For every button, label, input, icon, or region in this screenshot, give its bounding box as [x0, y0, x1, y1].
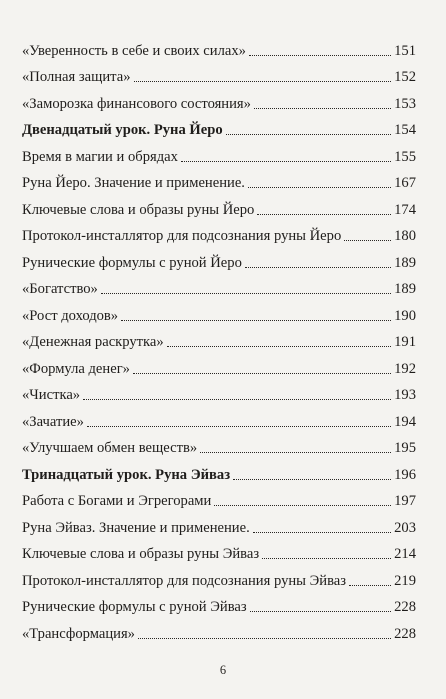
toc-entry — [22, 484, 416, 511]
dot-leader — [87, 426, 391, 427]
toc-entry-page-number: 189 — [394, 254, 416, 271]
dot-leader — [200, 452, 391, 453]
toc-entry-title: Руна Эйваз. Значение и применение. — [22, 519, 250, 536]
toc-entry-page-number: 196 — [394, 466, 416, 483]
dot-leader — [181, 161, 391, 162]
toc-entry-title: «Полная защита» — [22, 69, 131, 85]
toc-entry — [22, 616, 416, 643]
toc-entry-page-number: 192 — [394, 360, 416, 377]
toc-entry — [22, 431, 416, 458]
dot-leader — [233, 479, 391, 480]
toc-entry — [22, 378, 416, 405]
dot-leader — [138, 638, 391, 639]
toc-entry-title: «Денежная раскрутка» — [22, 334, 164, 350]
toc-entry — [22, 563, 416, 590]
toc-entry — [22, 166, 416, 193]
dot-leader — [349, 585, 391, 586]
toc-entry — [22, 192, 416, 219]
toc-entry — [22, 351, 416, 378]
toc-entry-title: Протокол-инсталлятор для подсознания руны Эйваз — [22, 572, 347, 589]
toc-entry-page-number: 151 — [394, 42, 416, 59]
toc-entry-title: «Чистка» — [22, 387, 81, 403]
toc-entry-page-number: 153 — [394, 95, 416, 112]
toc-entry-page-number: 180 — [394, 228, 416, 244]
toc-entry-page-number: 193 — [394, 387, 416, 403]
toc-entry — [22, 219, 416, 246]
toc-entry-page-number: 197 — [394, 493, 416, 509]
toc-entry-page-number: 167 — [394, 175, 416, 191]
toc-entry-title: «Зачатие» — [22, 413, 84, 430]
dot-leader — [250, 611, 391, 612]
toc-entry-title: Рунические формулы с руной Йеро — [22, 254, 242, 271]
dot-leader — [253, 532, 391, 533]
toc-entry-title: Время в магии и обрядах — [22, 148, 178, 165]
toc-entry-page-number: 228 — [394, 599, 416, 615]
dot-leader — [249, 55, 391, 56]
toc-chapter-heading — [22, 113, 416, 140]
dot-leader — [133, 373, 391, 374]
page-number: 6 — [219, 663, 227, 677]
toc-entry-page-number: 194 — [394, 413, 416, 430]
toc-entry-title: Рунические формулы с руной Эйваз — [22, 599, 247, 615]
dot-leader — [226, 134, 391, 135]
toc-entry-title: «Заморозка финансового состояния» — [22, 95, 251, 112]
toc-entry — [22, 510, 416, 537]
toc-entry-title: «Улучшаем обмен веществ» — [22, 440, 198, 456]
toc-entry — [22, 86, 416, 113]
dot-leader — [121, 320, 391, 321]
dot-leader — [245, 267, 391, 268]
toc-entry-page-number: 203 — [394, 519, 416, 536]
toc-entry-title: Работа с Богами и Эгрегорами — [22, 493, 212, 509]
toc-entry-page-number: 152 — [394, 69, 416, 85]
toc-entry — [22, 298, 416, 325]
toc-entry — [22, 245, 416, 272]
toc-entry-page-number: 219 — [394, 572, 416, 589]
toc-entry — [22, 325, 416, 352]
toc-entry-page-number: 155 — [394, 148, 416, 165]
toc-entry — [22, 139, 416, 166]
toc-entry-title: Руна Йеро. Значение и применение. — [22, 175, 245, 191]
toc-entry-title: Двенадцатый урок. Руна Йеро — [22, 122, 223, 138]
dot-leader — [214, 505, 391, 506]
dot-leader — [254, 108, 391, 109]
toc-entry-title: «Трансформация» — [22, 625, 135, 642]
toc-entry-title: Тринадцатый урок. Руна Эйваз — [22, 466, 231, 483]
toc-entry — [22, 60, 416, 87]
toc-entry — [22, 590, 416, 617]
dot-leader — [83, 399, 391, 400]
toc-entry-page-number: 191 — [394, 334, 416, 350]
toc-entry — [22, 537, 416, 564]
toc-entry-page-number: 228 — [394, 625, 416, 642]
toc-entry — [22, 33, 416, 60]
toc-entry-title: «Богатство» — [22, 281, 98, 297]
table-of-contents — [22, 33, 416, 643]
toc-entry-title: «Формула денег» — [22, 360, 130, 377]
toc-entry-title: Протокол-инсталлятор для подсознания руны Йеро — [22, 228, 342, 244]
dot-leader — [257, 214, 391, 215]
toc-entry — [22, 272, 416, 299]
dot-leader — [248, 187, 391, 188]
toc-entry-page-number: 214 — [394, 546, 416, 562]
dot-leader — [167, 346, 391, 347]
toc-entry-title: «Уверенность в себе и своих силах» — [22, 42, 246, 59]
toc-entry — [22, 404, 416, 431]
toc-entry-title: «Рост доходов» — [22, 307, 119, 324]
toc-entry-page-number: 190 — [394, 307, 416, 324]
toc-entry-title: Ключевые слова и образы руны Йеро — [22, 201, 255, 218]
dot-leader — [101, 293, 391, 294]
dot-leader — [134, 81, 392, 82]
toc-entry-page-number: 195 — [394, 440, 416, 456]
toc-entry-page-number: 154 — [394, 122, 416, 138]
dot-leader — [262, 558, 391, 559]
toc-entry-page-number: 189 — [394, 281, 416, 297]
toc-entry-title: Ключевые слова и образы руны Эйваз — [22, 546, 260, 562]
dot-leader — [344, 240, 391, 241]
toc-chapter-heading — [22, 457, 416, 484]
toc-entry-page-number: 174 — [394, 201, 416, 218]
